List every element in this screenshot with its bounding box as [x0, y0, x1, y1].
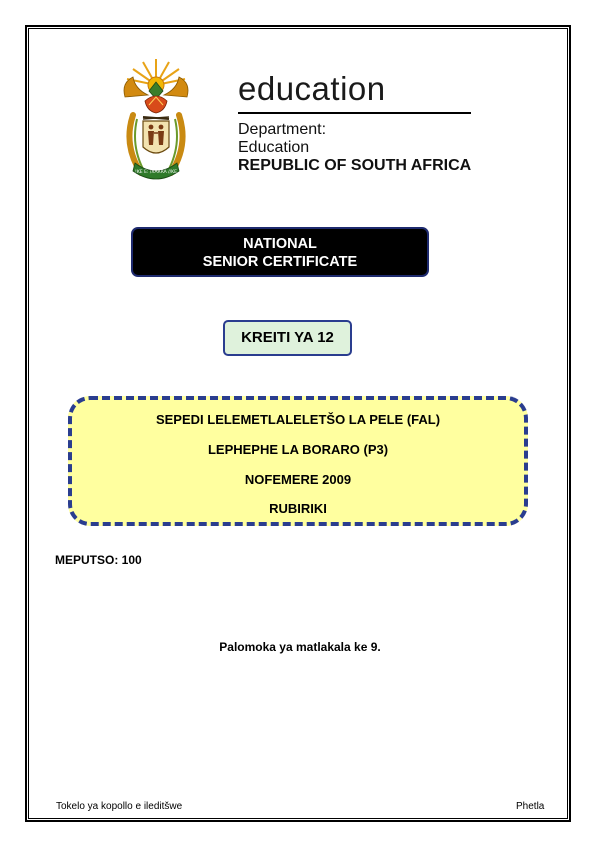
subject-language: SEPEDI LELEMETLALELETŠO LA PELE (FAL) — [155, 412, 441, 427]
department-name: Education — [238, 139, 310, 156]
coat-of-arms-icon — [115, 55, 197, 185]
page-count-note: Palomoka ya matlakala ke 9. — [219, 640, 381, 654]
marks-label: MEPUTSO: 100 — [55, 553, 142, 567]
certificate-line-national: NATIONAL — [243, 236, 317, 252]
certificate-title-box — [131, 227, 429, 277]
copyright-footer: Tokelo ya kopollo e ileditšwe — [56, 801, 183, 812]
coat-of-arms-motto: !KE E: /XARRA //KE — [135, 170, 177, 175]
subject-rubric: RUBIRIKI — [269, 501, 327, 516]
subject-paper: LEPHEPHE LA BORARO (P3) — [207, 442, 389, 457]
brand-word: education — [238, 70, 386, 107]
department-label: Department: — [238, 121, 327, 138]
subject-box — [68, 396, 528, 526]
subject-date: NOFEMERE 2009 — [244, 472, 352, 487]
brand-rule — [238, 112, 471, 114]
grade-box: KREITI YA 12 — [223, 320, 352, 356]
turn-over-footer: Phetla — [516, 801, 545, 812]
country-name: REPUBLIC OF SOUTH AFRICA — [238, 157, 472, 174]
certificate-line-senior: SENIOR CERTIFICATE — [202, 254, 358, 270]
